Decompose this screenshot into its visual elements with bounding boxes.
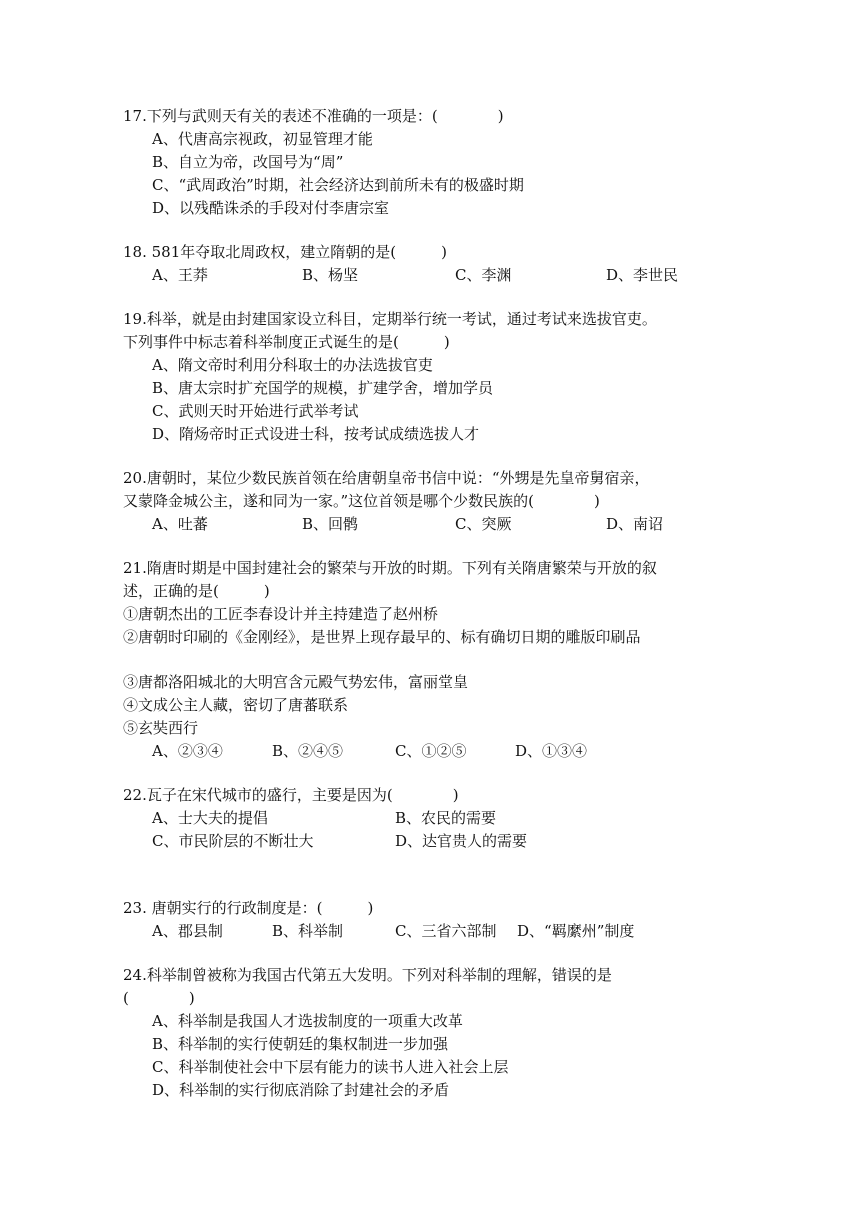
question-24-option-b: B、科举制的实行使朝廷的集权制进一步加强 [152, 1035, 449, 1053]
question-23-option-c: C、三省六部制 [395, 922, 497, 940]
question-18-stem: 18. 581年夺取北周政权，建立隋朝的是( ) [123, 243, 447, 261]
question-24-stem-line-2: ( ) [123, 989, 195, 1007]
question-24-option-c: C、科举制使社会中下层有能力的读书人进入社会上层 [152, 1058, 509, 1076]
question-18-option-a: A、王莽 [152, 266, 208, 284]
question-19-option-d: D、隋炀帝时正式设进士科，按考试成绩选拔人才 [152, 425, 480, 443]
question-22-option-c: C、市民阶层的不断壮大 [152, 832, 314, 850]
question-21-option-a: A、②③④ [152, 742, 223, 760]
question-17-stem: 17.下列与武则天有关的表述不准确的一项是：( ) [123, 107, 504, 125]
question-18-option-c: C、李渊 [455, 266, 512, 284]
question-21-item-3: ③唐都洛阳城北的大明宫含元殿气势宏伟，富丽堂皇 [123, 673, 469, 691]
question-22-option-d: D、达官贵人的需要 [395, 832, 528, 850]
question-21-item-2: ②唐朝时印刷的《金刚经》，是世界上现存最早的、标有确切日期的雕版印刷品 [123, 628, 641, 646]
question-21-item-5: ⑤玄奘西行 [123, 719, 199, 737]
question-19-option-b: B、唐太宗时扩充国学的规模，扩建学舍，增加学员 [152, 379, 494, 397]
question-21-option-d: D、①③④ [515, 742, 588, 760]
question-17-option-d: D、以残酷诛杀的手段对付李唐宗室 [152, 199, 390, 217]
question-21-stem-line-1: 21.隋唐时期是中国封建社会的繁荣与开放的时期。下列有关隋唐繁荣与开放的叙 [123, 559, 657, 577]
question-20-stem-line-2: 又蒙降金城公主，遂和同为一家。”这位首领是哪个少数民族的( ) [123, 492, 600, 510]
question-23-option-b: B、科举制 [272, 922, 344, 940]
question-19-option-c: C、武则天时开始进行武举考试 [152, 402, 359, 420]
question-24-stem-line-1: 24.科举制曾被称为我国古代第五大发明。下列对科举制的理解，错误的是 [123, 966, 612, 984]
question-23-option-d: D、“羁縻州”制度 [517, 922, 635, 940]
question-20-option-a: A、吐蕃 [152, 515, 208, 533]
question-21-stem-line-2: 述，正确的是( ) [123, 582, 270, 600]
question-24-option-d: D、科举制的实行彻底消除了封建社会的矛盾 [152, 1081, 450, 1099]
question-24-option-a: A、科举制是我国人才选拔制度的一项重大改革 [152, 1012, 463, 1030]
question-17-option-c: C、“武周政治”时期，社会经济达到前所未有的极盛时期 [152, 176, 524, 194]
question-19-stem-line-1: 19.科举，就是由封建国家设立科目，定期举行统一考试，通过考试来选拔官吏。 [123, 310, 657, 328]
question-20-stem-line-1: 20.唐朝时，某位少数民族首领在给唐朝皇帝书信中说：“外甥是先皇帝舅宿亲， [123, 469, 650, 487]
question-21-option-b: B、②④⑤ [272, 742, 344, 760]
question-19-stem-line-2: 下列事件中标志着科举制度正式诞生的是( ) [123, 333, 450, 351]
question-23-option-a: A、郡县制 [152, 922, 223, 940]
question-21-item-4: ④文成公主人藏，密切了唐蕃联系 [123, 696, 349, 714]
question-18-option-b: B、杨坚 [302, 266, 359, 284]
question-22-option-a: A、士大夫的提倡 [152, 809, 268, 827]
question-20-option-d: D、南诏 [606, 515, 664, 533]
question-17-option-a: A、代唐高宗视政，初显管理才能 [152, 130, 373, 148]
question-22-stem: 22.瓦子在宋代城市的盛行，主要是因为( ) [123, 786, 459, 804]
question-20-option-b: B、回鹘 [302, 515, 359, 533]
question-23-stem: 23. 唐朝实行的行政制度是：( ) [123, 899, 374, 917]
question-17-option-b: B、自立为帝，改国号为“周” [152, 153, 344, 171]
question-21-item-1: ①唐朝杰出的工匠李春设计并主持建造了赵州桥 [123, 605, 439, 623]
question-20-option-c: C、突厥 [455, 515, 512, 533]
question-21-option-c: C、①②⑤ [395, 742, 467, 760]
question-19-option-a: A、隋文帝时利用分科取士的办法选拔官吏 [152, 356, 433, 374]
question-22-option-b: B、农民的需要 [395, 809, 497, 827]
question-18-option-d: D、李世民 [606, 266, 679, 284]
